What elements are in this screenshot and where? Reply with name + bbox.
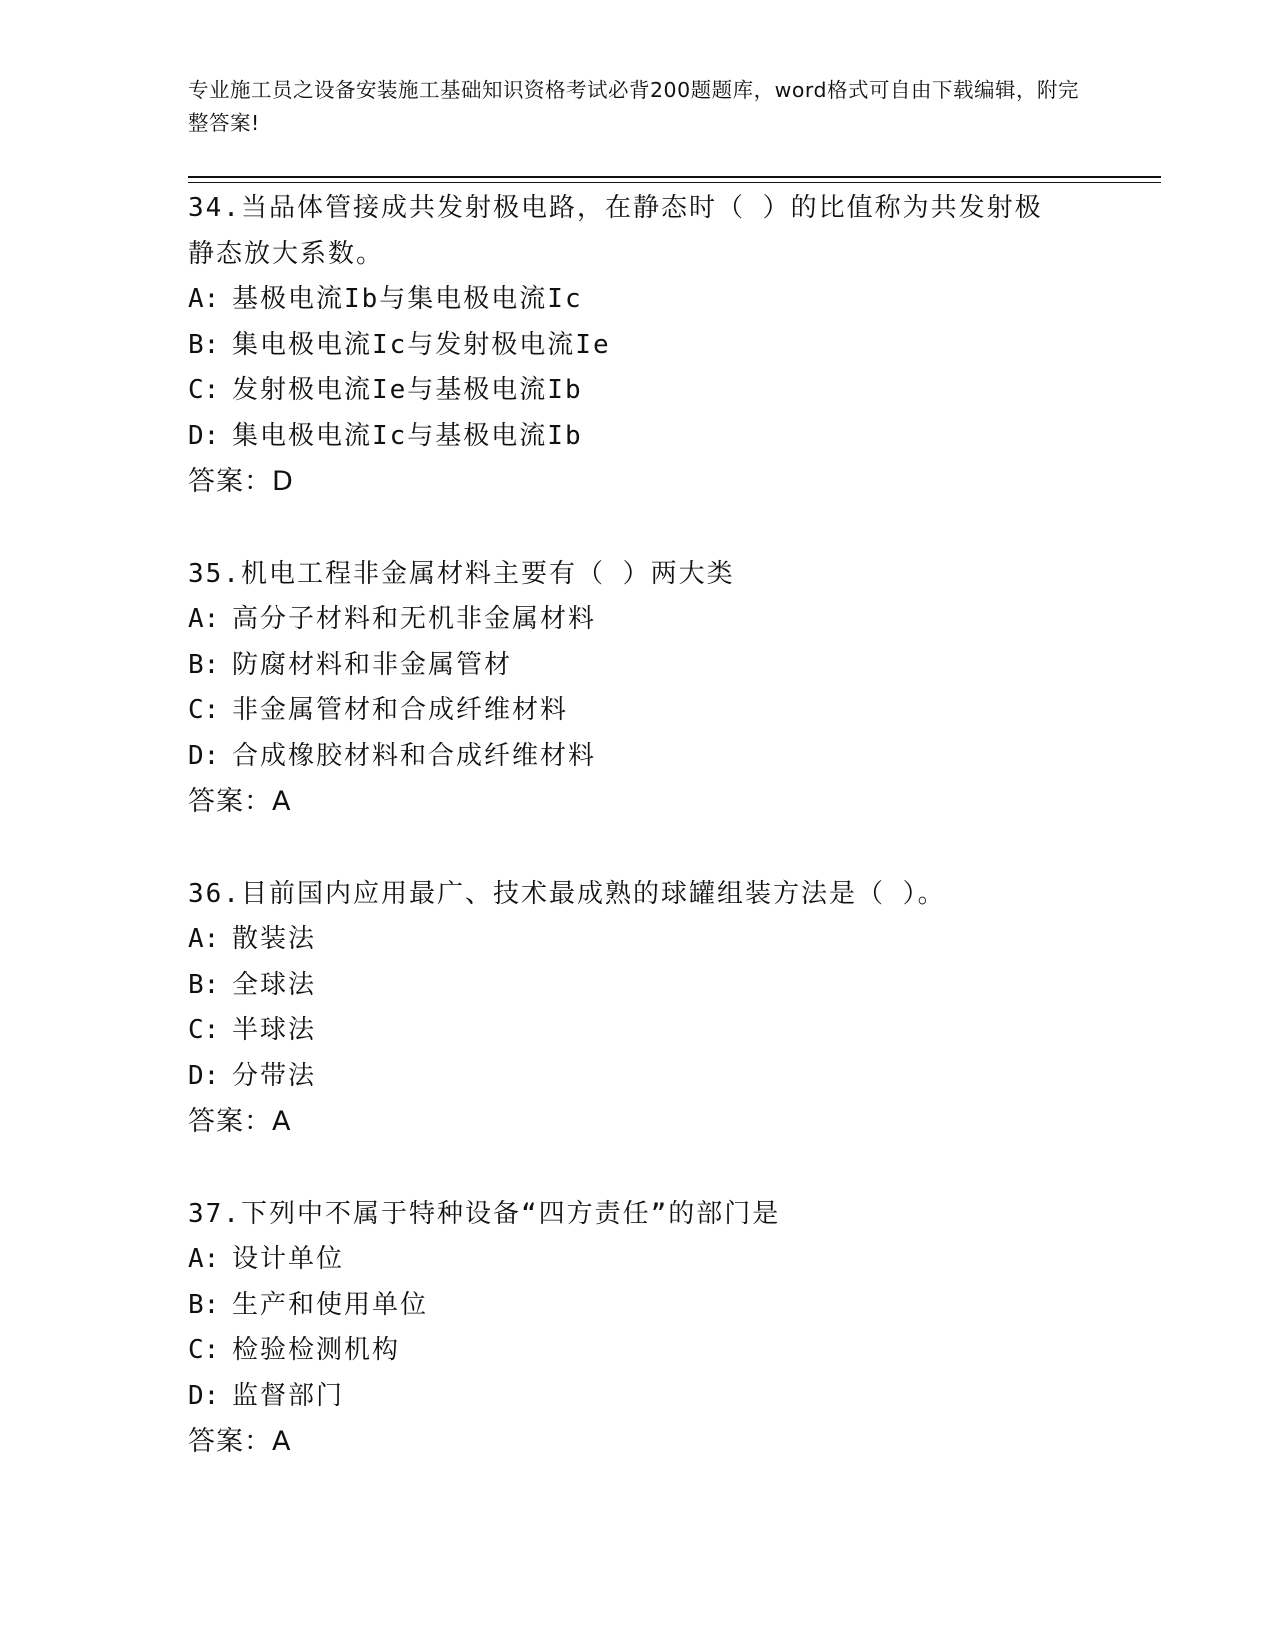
option-text: 基极电流Ib与集电极电流Ic — [232, 284, 583, 314]
question-stem: 35.机电工程非金属材料主要有（ ）两大类 — [188, 558, 735, 589]
option-letter: C: — [188, 695, 220, 725]
option-text: 合成橡胶材料和合成纤维材料 — [232, 740, 597, 771]
option-a — [188, 1237, 1088, 1283]
option-c — [188, 368, 1088, 414]
option-letter: B: — [188, 969, 220, 1000]
option-letter: C: — [188, 375, 220, 405]
option-letter: D: — [188, 1060, 220, 1091]
question-stem: 36.目前国内应用最广、技术最成熟的球罐组装方法是（ ）。 — [188, 878, 946, 909]
option-text: 高分子材料和无机非金属材料 — [232, 604, 597, 634]
answer-line: 答案：A — [188, 786, 292, 817]
option-letter: A: — [188, 284, 220, 314]
option-text: 监督部门 — [232, 1380, 345, 1411]
option-a — [188, 597, 1088, 643]
option-text: 生产和使用单位 — [232, 1289, 429, 1320]
option-d — [188, 1374, 1088, 1420]
option-letter: A: — [188, 924, 220, 954]
option-letter: D: — [188, 420, 220, 451]
option-letter: B: — [188, 1289, 220, 1320]
option-letter: D: — [188, 1380, 220, 1411]
option-text: 半球法 — [232, 1015, 317, 1045]
option-letter: C: — [188, 1335, 220, 1365]
option-c — [188, 688, 1088, 734]
header-divider-thin — [188, 182, 1161, 183]
answer-line: 答案：A — [188, 1426, 292, 1457]
option-letter: B: — [188, 329, 220, 360]
option-a — [188, 277, 1088, 323]
option-b — [188, 643, 1088, 689]
option-letter: A: — [188, 1244, 220, 1274]
option-letter: A: — [188, 604, 220, 634]
option-text: 非金属管材和合成纤维材料 — [232, 695, 569, 725]
option-a — [188, 917, 1088, 963]
option-d — [188, 414, 1088, 460]
document-header: 专业施工员之设备安装施工基础知识资格考试必背200题题库，word格式可自由下载编辑，附完整答案! — [188, 78, 1080, 135]
question-37 — [188, 1192, 1088, 1465]
option-b — [188, 1283, 1088, 1329]
option-text: 检验检测机构 — [232, 1335, 401, 1365]
answer-line: 答案：A — [188, 1106, 292, 1137]
option-d — [188, 1054, 1088, 1100]
option-letter: B: — [188, 649, 220, 680]
option-text: 集电极电流Ic与基极电流Ib — [232, 420, 583, 451]
question-list — [188, 186, 1088, 1465]
option-letter: D: — [188, 740, 220, 771]
option-text: 散装法 — [232, 924, 317, 954]
option-text: 防腐材料和非金属管材 — [232, 649, 513, 680]
option-c — [188, 1008, 1088, 1054]
option-text: 分带法 — [232, 1060, 317, 1091]
option-b — [188, 323, 1088, 369]
question-35 — [188, 552, 1088, 825]
option-b — [188, 963, 1088, 1009]
option-text: 全球法 — [232, 969, 317, 1000]
option-text: 发射极电流Ie与基极电流Ib — [232, 375, 583, 405]
option-d — [188, 734, 1088, 780]
answer-line: 答案：D — [188, 466, 294, 497]
question-34 — [188, 186, 1088, 505]
question-stem: 34.当品体管接成共发射极电路，在静态时（ ）的比值称为共发射极静态放大系数。 — [188, 193, 1043, 269]
option-c — [188, 1328, 1088, 1374]
option-text: 设计单位 — [232, 1244, 345, 1274]
header-divider-thick — [188, 176, 1161, 178]
option-text: 集电极电流Ic与发射极电流Ie — [232, 329, 611, 360]
question-36 — [188, 872, 1088, 1145]
question-stem: 37.下列中不属于特种设备“四方责任”的部门是 — [188, 1198, 781, 1229]
option-letter: C: — [188, 1015, 220, 1045]
